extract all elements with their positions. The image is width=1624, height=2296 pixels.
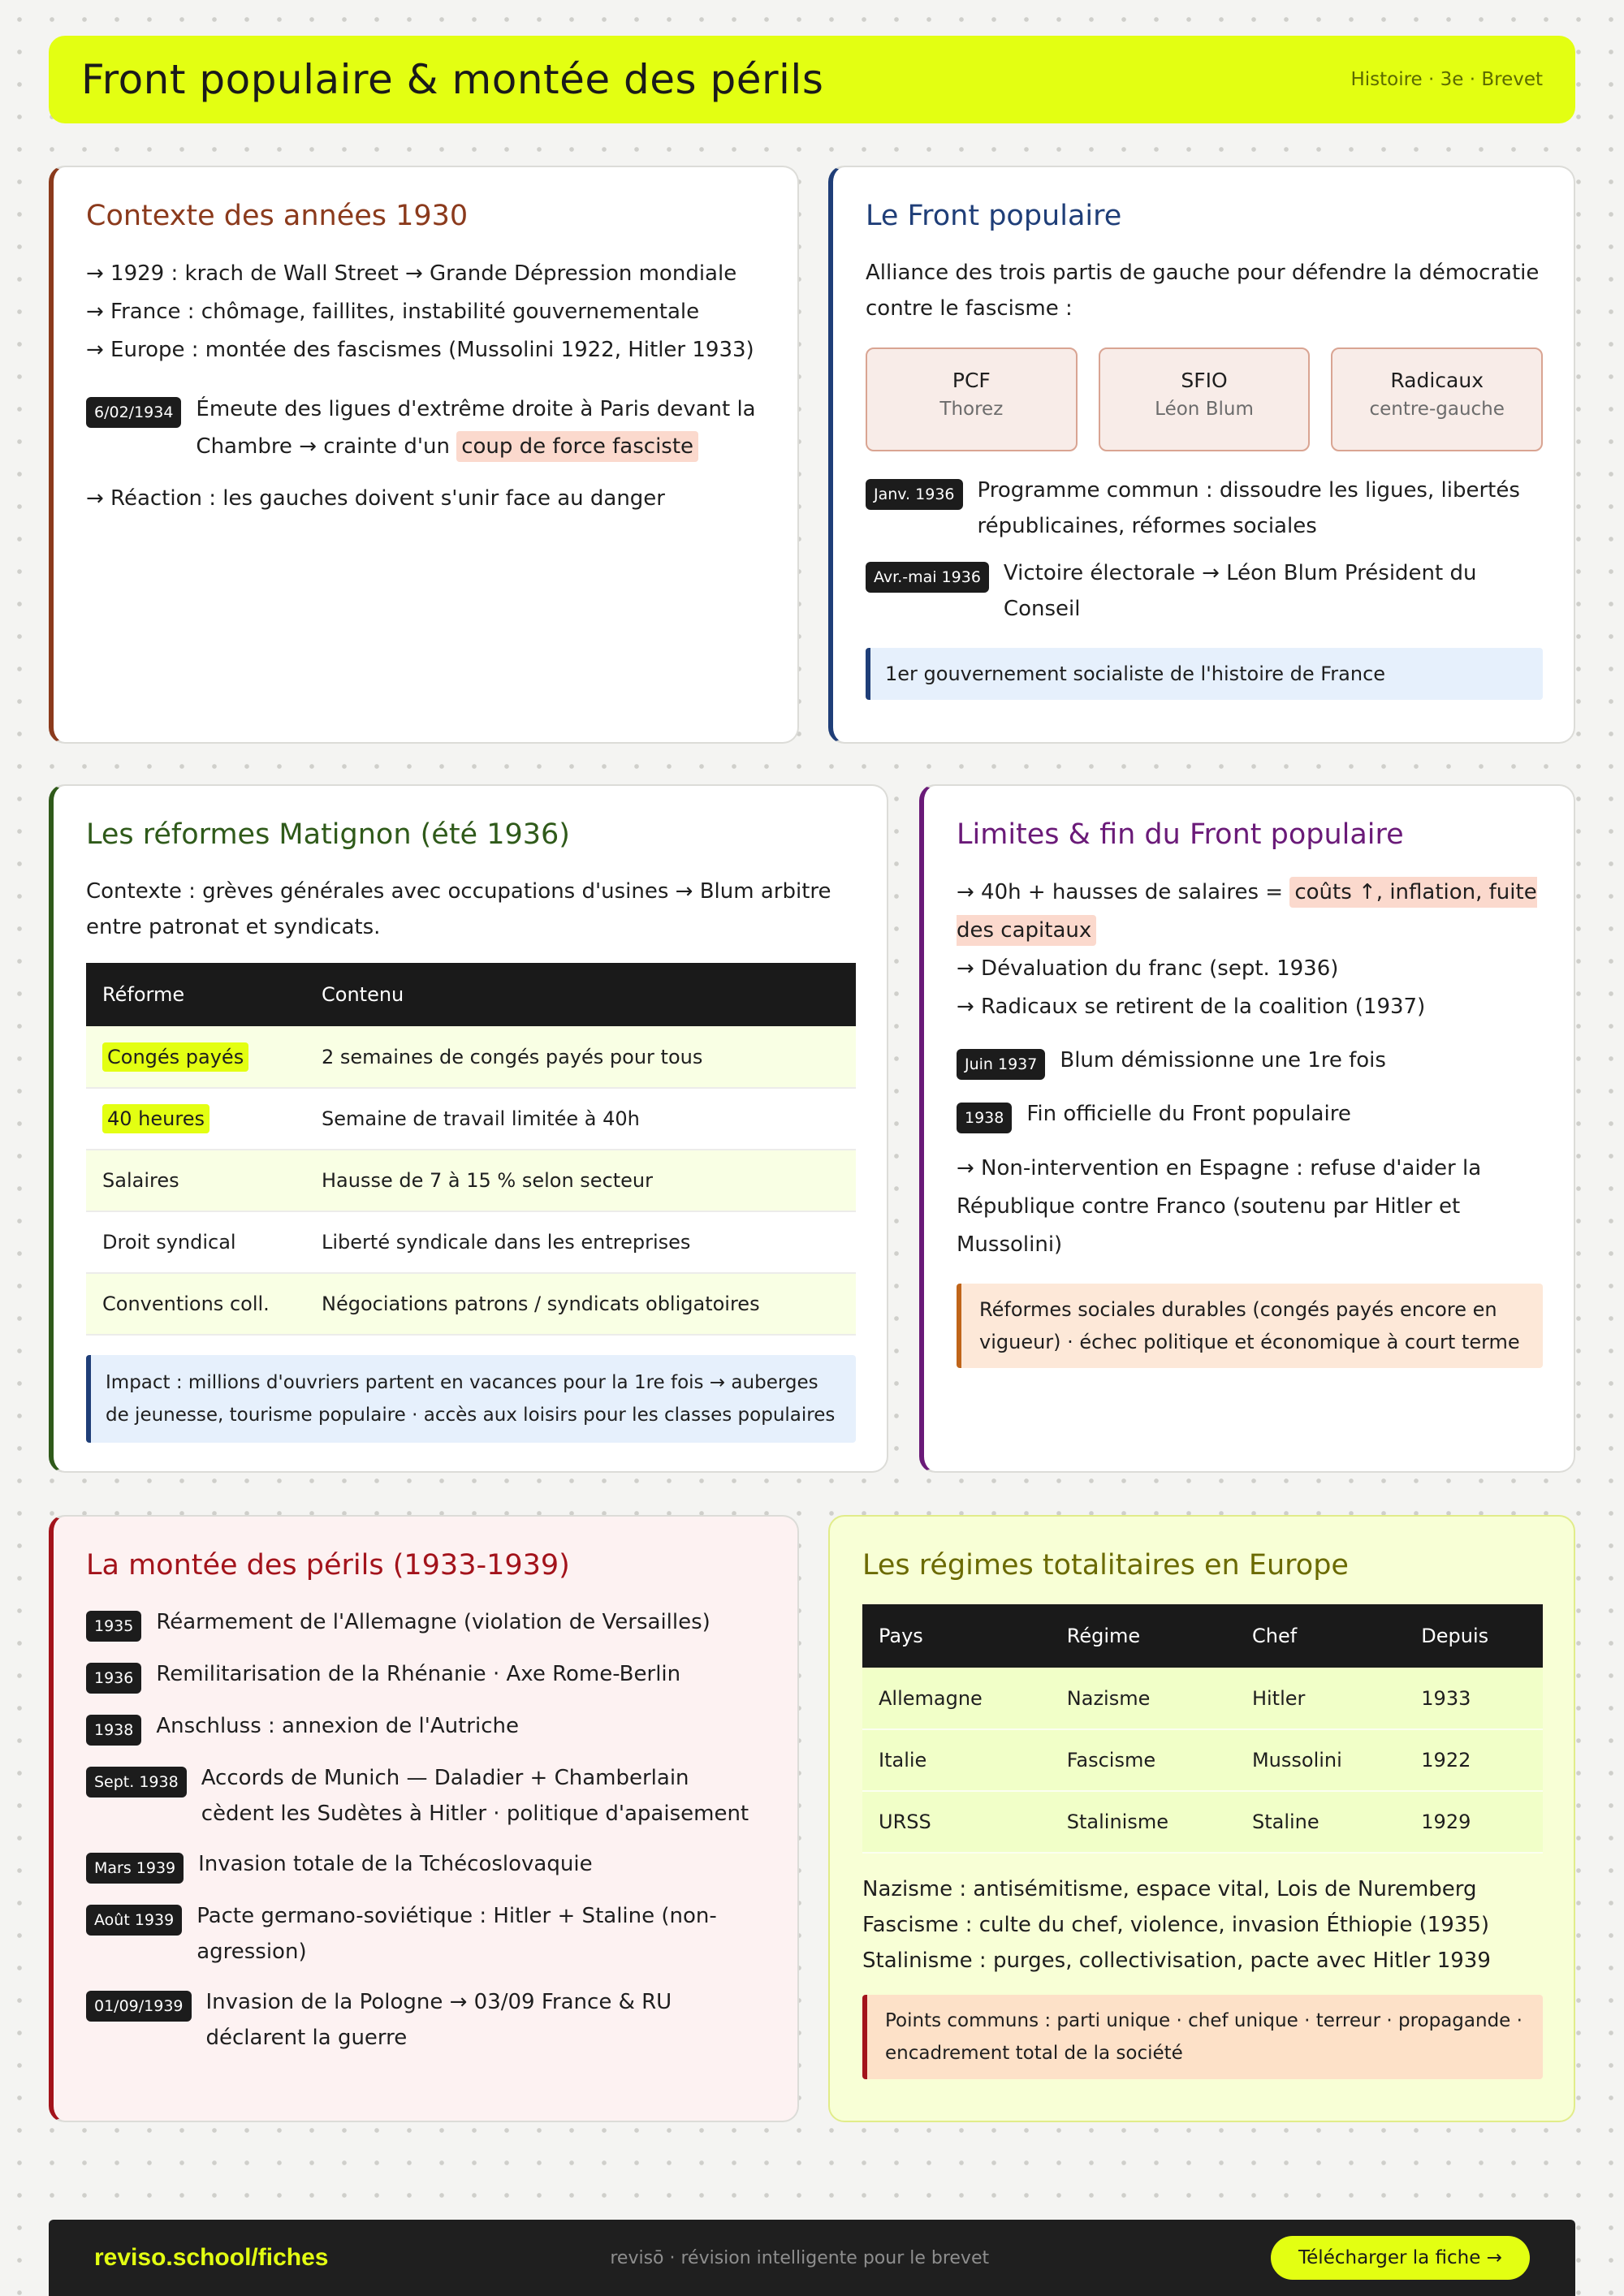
definition-line — [862, 1871, 1543, 1907]
table-cell: Staline — [1236, 1791, 1405, 1853]
footer-tagline: revisō · révision intelligente pour le brevet — [610, 2247, 990, 2268]
event-text: Programme commun : dissoudre les ligues, libertés républicaines, réformes sociales — [977, 478, 1520, 538]
definition-term: Stalinisme — [862, 1949, 973, 1973]
date-badge: Janv. 1936 — [866, 479, 963, 510]
timeline-event — [86, 1604, 767, 1642]
card-title: Les réformes Matignon (été 1936) — [86, 818, 570, 851]
highlight: coup de force fasciste — [456, 431, 698, 462]
table-cell: 1933 — [1405, 1668, 1543, 1729]
party-card — [866, 347, 1078, 451]
table-row — [862, 1668, 1543, 1729]
date-badge: Sept. 1938 — [86, 1767, 187, 1798]
definition-term: Nazisme — [862, 1877, 953, 1901]
event-text: Fin officielle du Front populaire — [1026, 1102, 1351, 1126]
list-item: → Europe : montée des fascismes (Mussolini 1922, Hitler 1933) — [86, 338, 754, 362]
party-name: Radicaux — [1390, 369, 1484, 392]
date-badge: Août 1939 — [86, 1905, 182, 1936]
party-leader: Léon Blum — [1155, 399, 1254, 420]
event-text: Remilitarisation de la Rhénanie · Axe Rome-Berlin — [156, 1662, 681, 1686]
info-note: 1er gouvernement socialiste de l'histoire de France — [866, 648, 1543, 700]
list-item: → Dévaluation du franc (sept. 1936) — [957, 956, 1339, 981]
reformes-table — [86, 963, 856, 1336]
reaction-line: → Réaction : les gauches doivent s'unir face au danger — [86, 486, 665, 511]
definitions — [862, 1871, 1543, 1979]
info-note: Impact : millions d'ouvriers partent en vacances pour la 1re fois → auberges de jeunesse, tourisme populaire · accès aux loisirs pour les classes populaires — [86, 1355, 856, 1443]
date-badge: 01/09/1939 — [86, 1991, 192, 2022]
table-cell: 1929 — [1405, 1791, 1543, 1853]
date-badge: Juin 1937 — [957, 1049, 1045, 1080]
highlight: Congés payés — [102, 1042, 248, 1072]
table-cell: Fascisme — [1051, 1729, 1236, 1791]
event-text-main: Émeute des ligues d'extrême droite à Paris devant la Chambre → crainte d'un — [196, 397, 756, 459]
table-cell: Hitler — [1236, 1668, 1405, 1729]
timeline-event — [86, 1984, 767, 2056]
column-header: Contenu — [305, 963, 856, 1026]
timeline-event — [866, 555, 1543, 627]
table-row — [86, 1211, 856, 1273]
event-text: Réarmement de l'Allemagne (violation de Versailles) — [156, 1610, 710, 1634]
card-title: Les régimes totalitaires en Europe — [862, 1549, 1349, 1582]
highlight: 40 heures — [102, 1104, 209, 1133]
date-badge: 1938 — [86, 1715, 141, 1746]
party-name: PCF — [952, 369, 991, 392]
table-cell: 1922 — [1405, 1729, 1543, 1791]
table-row — [86, 1026, 856, 1088]
list-item: → Radicaux se retirent de la coalition (1937) — [957, 995, 1426, 1019]
list-item: → Non-intervention en Espagne : refuse d'aider la République contre Franco (soutenu par Hitler et Mussolini) — [957, 1156, 1482, 1257]
card-front-populaire — [828, 166, 1575, 744]
party-card — [1331, 347, 1543, 451]
table-cell: Négociations patrons / syndicats obligatoires — [305, 1273, 856, 1335]
timeline-event — [866, 473, 1543, 544]
page-title: Front populaire & montée des périls — [81, 56, 824, 103]
page-footer — [49, 2220, 1575, 2296]
timeline-event — [86, 391, 767, 465]
timeline-event — [86, 1760, 767, 1832]
column-header: Régime — [1051, 1604, 1236, 1668]
party-leader: centre-gauche — [1369, 399, 1505, 420]
table-row — [86, 1150, 856, 1211]
card-title: Le Front populaire — [866, 200, 1122, 232]
intro-text: Contexte : grèves générales avec occupations d'usines → Blum arbitre entre patronat et syndicats. — [86, 879, 831, 939]
card-title: La montée des périls (1933-1939) — [86, 1549, 570, 1582]
card-perils — [49, 1515, 799, 2122]
column-header: Depuis — [1405, 1604, 1543, 1668]
event-text — [196, 391, 767, 465]
table-cell: Conventions coll. — [86, 1273, 305, 1335]
table-cell: Mussolini — [1236, 1729, 1405, 1791]
table-row — [862, 1729, 1543, 1791]
table-cell: Semaine de travail limitée à 40h — [305, 1088, 856, 1150]
table-cell: Salaires — [86, 1150, 305, 1211]
timeline-event — [86, 1846, 767, 1884]
column-header: Réforme — [86, 963, 305, 1026]
card-title: Limites & fin du Front populaire — [957, 818, 1404, 851]
event-text: Victoire électorale → Léon Blum Président du Conseil — [1003, 561, 1477, 621]
party-leader: Thorez — [939, 399, 1004, 420]
intro-text: Alliance des trois partis de gauche pour défendre la démocratie contre le fascisme : — [866, 261, 1540, 321]
timeline-event — [957, 1096, 1543, 1133]
column-header: Pays — [862, 1604, 1051, 1668]
date-badge: 1936 — [86, 1663, 141, 1694]
table-cell: Nazisme — [1051, 1668, 1236, 1729]
date-badge: 6/02/1934 — [86, 397, 181, 428]
date-badge: 1935 — [86, 1611, 141, 1642]
table-cell: Stalinisme — [1051, 1791, 1236, 1853]
page-meta: Histoire · 3e · Brevet — [1350, 69, 1543, 90]
card-reformes — [49, 784, 888, 1473]
timeline-event — [957, 1042, 1543, 1080]
party-card — [1099, 347, 1311, 451]
table-cell: 2 semaines de congés payés pour tous — [305, 1026, 856, 1088]
event-text: Invasion totale de la Tchécoslovaquie — [198, 1852, 593, 1876]
card-regimes — [828, 1515, 1575, 2122]
brand-link[interactable]: reviso.school/fiches — [94, 2244, 329, 2271]
highlight: coûts ↑, inflation, fuite des capitaux — [957, 877, 1537, 946]
date-badge: 1938 — [957, 1103, 1012, 1133]
definition-line — [862, 1943, 1543, 1979]
table-cell: URSS — [862, 1791, 1051, 1853]
list-item: → 1929 : krach de Wall Street → Grande Dépression mondiale — [86, 261, 737, 286]
page-header — [49, 36, 1575, 123]
event-text: Pacte germano-soviétique : Hitler + Staline (non-agression) — [197, 1904, 717, 1964]
timeline-event — [86, 1898, 767, 1970]
table-row — [862, 1791, 1543, 1853]
card-limites — [919, 784, 1575, 1473]
table-cell: Liberté syndicale dans les entreprises — [305, 1211, 856, 1273]
table-header-row — [86, 963, 856, 1026]
timeline-event — [86, 1708, 767, 1746]
definition-term: Fascisme — [862, 1913, 959, 1937]
event-text: Anschluss : annexion de l'Autriche — [156, 1714, 519, 1738]
event-text: Blum démissionne une 1re fois — [1060, 1048, 1386, 1072]
table-cell: Droit syndical — [86, 1211, 305, 1273]
info-note: Réformes sociales durables (congés payés encore en vigueur) · échec politique et économique à court terme — [957, 1284, 1543, 1368]
definition-text: : antisémitisme, espace vital, Lois de Nuremberg — [952, 1877, 1477, 1901]
table-cell — [86, 1088, 305, 1150]
table-cell: Italie — [862, 1729, 1051, 1791]
event-text: Invasion de la Pologne → 03/09 France & RU déclarent la guerre — [205, 1990, 672, 2050]
party-name: SFIO — [1181, 369, 1228, 392]
timeline-event — [86, 1656, 767, 1694]
list-item — [957, 874, 1543, 950]
parties-row — [866, 347, 1543, 451]
column-header: Chef — [1236, 1604, 1405, 1668]
info-note: Points communs : parti unique · chef unique · terreur · propagande · encadrement total de la société — [862, 1995, 1543, 2079]
line-text: → 40h + hausses de salaires = — [957, 880, 1290, 904]
event-text: Accords de Munich — Daladier + Chamberlain cèdent les Sudètes à Hitler · politique d'apaisement — [201, 1766, 749, 1826]
table-cell — [86, 1026, 305, 1088]
date-badge: Avr.-mai 1936 — [866, 562, 989, 593]
table-cell: Allemagne — [862, 1668, 1051, 1729]
list-item: → France : chômage, faillites, instabilité gouvernementale — [86, 300, 700, 324]
table-row — [86, 1273, 856, 1335]
table-row — [86, 1088, 856, 1150]
definition-text: : culte du chef, violence, invasion Éthiopie (1935) — [958, 1913, 1490, 1937]
table-cell: Hausse de 7 à 15 % selon secteur — [305, 1150, 856, 1211]
card-contexte — [49, 166, 799, 744]
download-button[interactable]: Télécharger la fiche → — [1271, 2236, 1530, 2280]
table-header-row — [862, 1604, 1543, 1668]
date-badge: Mars 1939 — [86, 1853, 184, 1884]
regimes-table — [862, 1604, 1543, 1854]
definition-text: : purges, collectivisation, pacte avec Hitler 1939 — [972, 1949, 1491, 1973]
card-title: Contexte des années 1930 — [86, 200, 469, 232]
definition-line — [862, 1907, 1543, 1943]
